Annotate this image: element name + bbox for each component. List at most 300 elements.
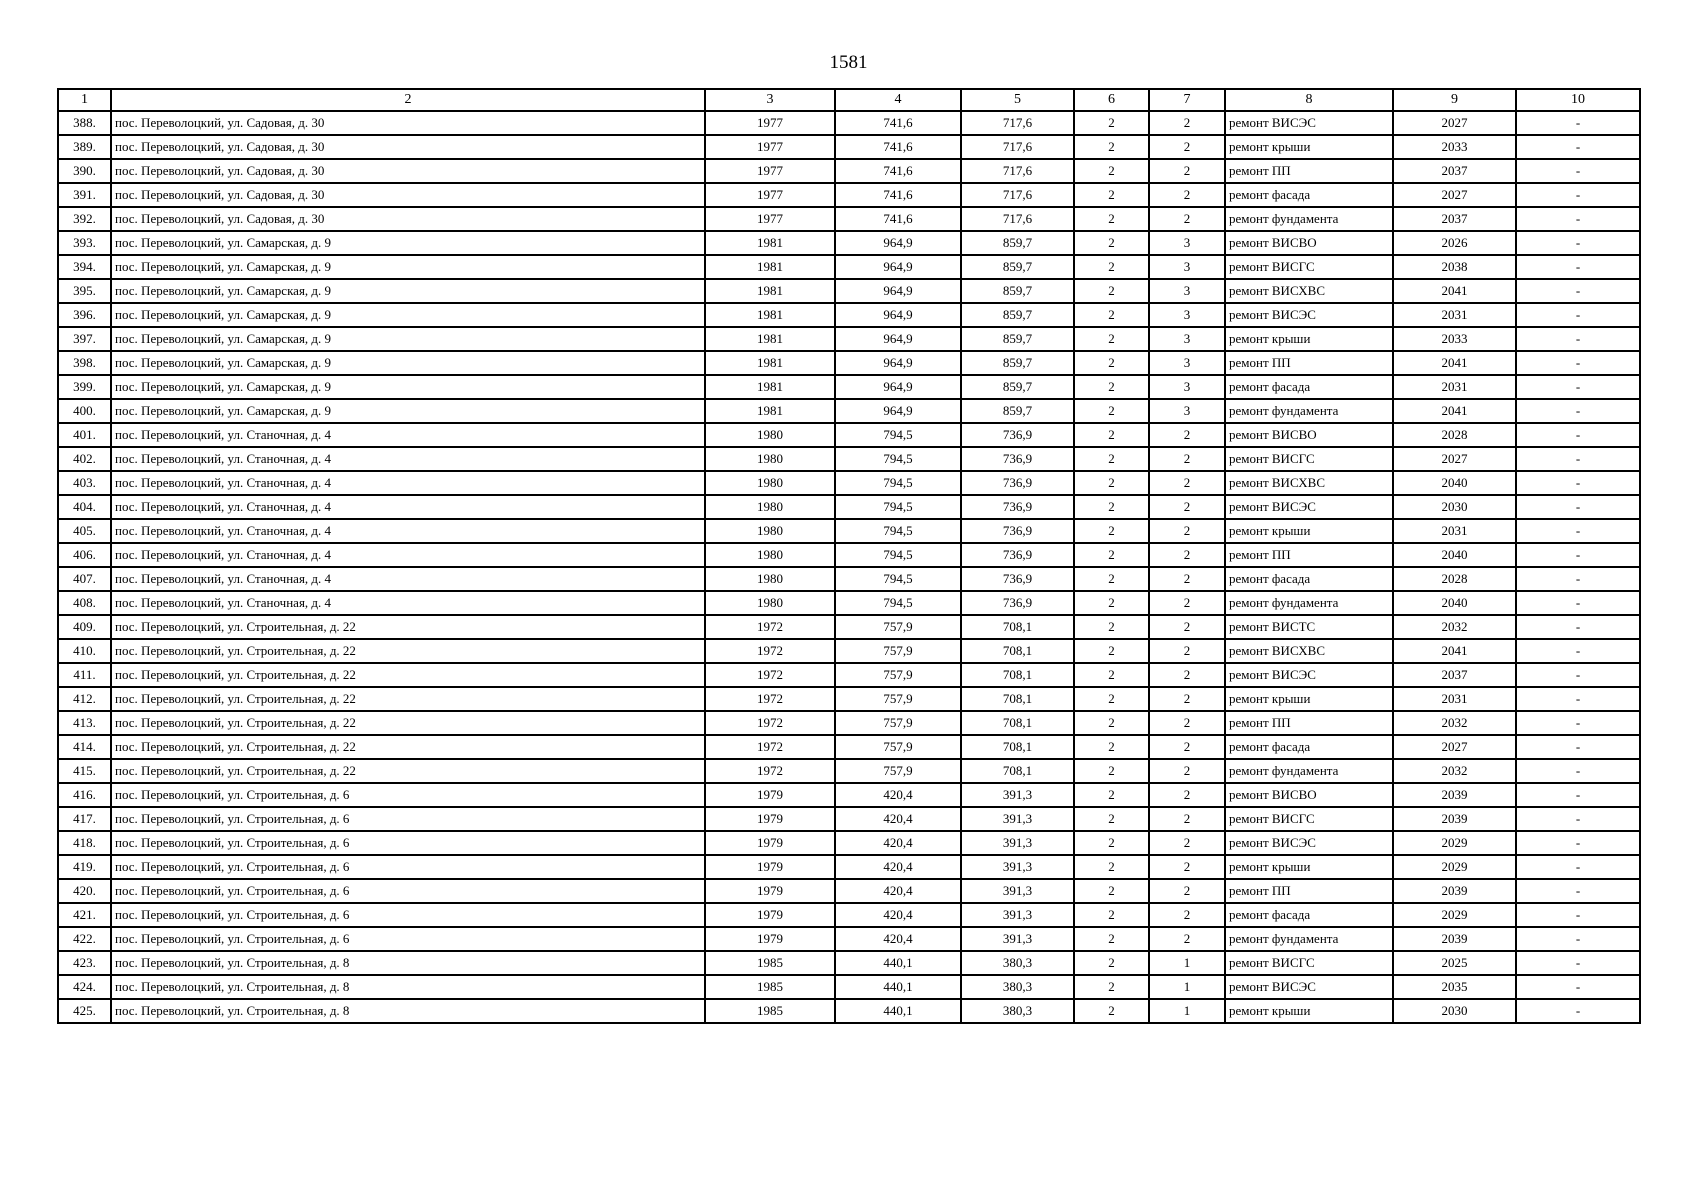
cell-work-type: ремонт ВИСГС <box>1225 255 1393 279</box>
column-header-10: 10 <box>1516 89 1640 111</box>
cell-note: - <box>1516 447 1640 471</box>
table-row <box>58 519 1640 543</box>
cell-address: пос. Переволоцкий, ул. Станочная, д. 4 <box>111 447 705 471</box>
cell-planned-year: 2032 <box>1393 615 1516 639</box>
cell-living-area: 391,3 <box>961 807 1074 831</box>
cell-note: - <box>1516 591 1640 615</box>
cell-living-area: 859,7 <box>961 255 1074 279</box>
cell-floors: 2 <box>1149 807 1225 831</box>
cell-living-area: 717,6 <box>961 111 1074 135</box>
cell-total-area: 964,9 <box>835 231 961 255</box>
register-table <box>57 88 1641 1024</box>
table-header-row <box>58 89 1640 111</box>
cell-living-area: 736,9 <box>961 543 1074 567</box>
cell-row-number: 401. <box>58 423 111 447</box>
cell-address: пос. Переволоцкий, ул. Строительная, д. 22 <box>111 615 705 639</box>
cell-row-number: 399. <box>58 375 111 399</box>
cell-row-number: 408. <box>58 591 111 615</box>
cell-planned-year: 2037 <box>1393 159 1516 183</box>
cell-note: - <box>1516 375 1640 399</box>
cell-floors: 3 <box>1149 279 1225 303</box>
cell-entrances: 2 <box>1074 519 1149 543</box>
cell-address: пос. Переволоцкий, ул. Строительная, д. 6 <box>111 927 705 951</box>
cell-year-built: 1981 <box>705 351 835 375</box>
cell-living-area: 736,9 <box>961 495 1074 519</box>
cell-total-area: 757,9 <box>835 615 961 639</box>
cell-year-built: 1981 <box>705 399 835 423</box>
table-row <box>58 879 1640 903</box>
cell-address: пос. Переволоцкий, ул. Садовая, д. 30 <box>111 207 705 231</box>
table-row <box>58 279 1640 303</box>
cell-entrances: 2 <box>1074 951 1149 975</box>
cell-year-built: 1980 <box>705 519 835 543</box>
cell-total-area: 794,5 <box>835 495 961 519</box>
cell-planned-year: 2032 <box>1393 759 1516 783</box>
cell-floors: 2 <box>1149 903 1225 927</box>
cell-entrances: 2 <box>1074 927 1149 951</box>
cell-floors: 2 <box>1149 687 1225 711</box>
table-row <box>58 159 1640 183</box>
cell-address: пос. Переволоцкий, ул. Самарская, д. 9 <box>111 303 705 327</box>
cell-entrances: 2 <box>1074 783 1149 807</box>
cell-living-area: 736,9 <box>961 591 1074 615</box>
cell-total-area: 757,9 <box>835 663 961 687</box>
cell-floors: 1 <box>1149 951 1225 975</box>
cell-floors: 3 <box>1149 351 1225 375</box>
cell-note: - <box>1516 855 1640 879</box>
cell-living-area: 717,6 <box>961 207 1074 231</box>
cell-work-type: ремонт крыши <box>1225 327 1393 351</box>
table-row <box>58 615 1640 639</box>
cell-entrances: 2 <box>1074 495 1149 519</box>
table-row <box>58 423 1640 447</box>
cell-floors: 2 <box>1149 855 1225 879</box>
cell-entrances: 2 <box>1074 687 1149 711</box>
cell-address: пос. Переволоцкий, ул. Станочная, д. 4 <box>111 567 705 591</box>
cell-total-area: 964,9 <box>835 255 961 279</box>
cell-work-type: ремонт фасада <box>1225 183 1393 207</box>
cell-row-number: 425. <box>58 999 111 1023</box>
cell-planned-year: 2040 <box>1393 591 1516 615</box>
cell-year-built: 1980 <box>705 423 835 447</box>
cell-floors: 2 <box>1149 759 1225 783</box>
cell-note: - <box>1516 303 1640 327</box>
table-row <box>58 495 1640 519</box>
cell-entrances: 2 <box>1074 183 1149 207</box>
cell-planned-year: 2028 <box>1393 567 1516 591</box>
cell-row-number: 419. <box>58 855 111 879</box>
cell-living-area: 391,3 <box>961 831 1074 855</box>
cell-row-number: 402. <box>58 447 111 471</box>
cell-living-area: 717,6 <box>961 183 1074 207</box>
cell-work-type: ремонт ВИСГС <box>1225 951 1393 975</box>
cell-floors: 3 <box>1149 327 1225 351</box>
cell-address: пос. Переволоцкий, ул. Строительная, д. 22 <box>111 711 705 735</box>
cell-total-area: 440,1 <box>835 975 961 999</box>
cell-floors: 2 <box>1149 639 1225 663</box>
cell-entrances: 2 <box>1074 807 1149 831</box>
cell-total-area: 964,9 <box>835 351 961 375</box>
cell-note: - <box>1516 399 1640 423</box>
cell-address: пос. Переволоцкий, ул. Станочная, д. 4 <box>111 423 705 447</box>
table-row <box>58 183 1640 207</box>
cell-row-number: 424. <box>58 975 111 999</box>
table-row <box>58 567 1640 591</box>
cell-floors: 2 <box>1149 183 1225 207</box>
cell-entrances: 2 <box>1074 903 1149 927</box>
cell-living-area: 859,7 <box>961 375 1074 399</box>
cell-floors: 3 <box>1149 231 1225 255</box>
cell-entrances: 2 <box>1074 135 1149 159</box>
cell-note: - <box>1516 639 1640 663</box>
cell-total-area: 741,6 <box>835 183 961 207</box>
cell-address: пос. Переволоцкий, ул. Станочная, д. 4 <box>111 543 705 567</box>
cell-address: пос. Переволоцкий, ул. Самарская, д. 9 <box>111 327 705 351</box>
cell-year-built: 1972 <box>705 711 835 735</box>
cell-note: - <box>1516 615 1640 639</box>
cell-planned-year: 2033 <box>1393 327 1516 351</box>
cell-note: - <box>1516 783 1640 807</box>
cell-address: пос. Переволоцкий, ул. Строительная, д. 6 <box>111 831 705 855</box>
cell-year-built: 1972 <box>705 639 835 663</box>
cell-entrances: 2 <box>1074 399 1149 423</box>
cell-living-area: 391,3 <box>961 783 1074 807</box>
cell-work-type: ремонт ПП <box>1225 879 1393 903</box>
cell-work-type: ремонт ВИСХВС <box>1225 639 1393 663</box>
cell-note: - <box>1516 927 1640 951</box>
cell-year-built: 1979 <box>705 807 835 831</box>
cell-note: - <box>1516 543 1640 567</box>
cell-year-built: 1981 <box>705 303 835 327</box>
cell-total-area: 964,9 <box>835 279 961 303</box>
cell-planned-year: 2037 <box>1393 663 1516 687</box>
cell-address: пос. Переволоцкий, ул. Станочная, д. 4 <box>111 471 705 495</box>
cell-floors: 2 <box>1149 711 1225 735</box>
table-row <box>58 207 1640 231</box>
cell-living-area: 708,1 <box>961 759 1074 783</box>
cell-entrances: 2 <box>1074 207 1149 231</box>
cell-note: - <box>1516 231 1640 255</box>
cell-address: пос. Переволоцкий, ул. Строительная, д. 8 <box>111 975 705 999</box>
cell-row-number: 411. <box>58 663 111 687</box>
cell-total-area: 741,6 <box>835 207 961 231</box>
cell-floors: 1 <box>1149 975 1225 999</box>
cell-total-area: 757,9 <box>835 711 961 735</box>
cell-living-area: 717,6 <box>961 159 1074 183</box>
cell-floors: 2 <box>1149 663 1225 687</box>
column-header-1: 1 <box>58 89 111 111</box>
cell-note: - <box>1516 207 1640 231</box>
cell-living-area: 708,1 <box>961 711 1074 735</box>
cell-total-area: 741,6 <box>835 159 961 183</box>
cell-entrances: 2 <box>1074 663 1149 687</box>
cell-work-type: ремонт ВИСЭС <box>1225 495 1393 519</box>
cell-entrances: 2 <box>1074 111 1149 135</box>
table-row <box>58 711 1640 735</box>
cell-address: пос. Переволоцкий, ул. Самарская, д. 9 <box>111 231 705 255</box>
cell-floors: 2 <box>1149 567 1225 591</box>
cell-floors: 1 <box>1149 999 1225 1023</box>
cell-address: пос. Переволоцкий, ул. Строительная, д. 22 <box>111 759 705 783</box>
cell-entrances: 2 <box>1074 423 1149 447</box>
cell-address: пос. Переволоцкий, ул. Садовая, д. 30 <box>111 159 705 183</box>
table-row <box>58 303 1640 327</box>
cell-address: пос. Переволоцкий, ул. Строительная, д. 8 <box>111 999 705 1023</box>
cell-floors: 2 <box>1149 591 1225 615</box>
cell-row-number: 389. <box>58 135 111 159</box>
cell-total-area: 741,6 <box>835 135 961 159</box>
cell-entrances: 2 <box>1074 255 1149 279</box>
cell-total-area: 964,9 <box>835 327 961 351</box>
cell-note: - <box>1516 519 1640 543</box>
cell-work-type: ремонт фасада <box>1225 567 1393 591</box>
cell-note: - <box>1516 135 1640 159</box>
cell-year-built: 1977 <box>705 183 835 207</box>
table-row <box>58 975 1640 999</box>
cell-total-area: 741,6 <box>835 111 961 135</box>
cell-year-built: 1979 <box>705 783 835 807</box>
column-header-8: 8 <box>1225 89 1393 111</box>
table-row <box>58 999 1640 1023</box>
cell-note: - <box>1516 759 1640 783</box>
cell-work-type: ремонт крыши <box>1225 687 1393 711</box>
cell-work-type: ремонт фундамента <box>1225 759 1393 783</box>
table-row <box>58 855 1640 879</box>
cell-living-area: 380,3 <box>961 951 1074 975</box>
cell-row-number: 392. <box>58 207 111 231</box>
table-row <box>58 135 1640 159</box>
cell-entrances: 2 <box>1074 543 1149 567</box>
cell-living-area: 708,1 <box>961 735 1074 759</box>
cell-floors: 3 <box>1149 399 1225 423</box>
cell-floors: 2 <box>1149 783 1225 807</box>
cell-living-area: 736,9 <box>961 423 1074 447</box>
cell-living-area: 380,3 <box>961 975 1074 999</box>
cell-note: - <box>1516 351 1640 375</box>
cell-total-area: 794,5 <box>835 471 961 495</box>
cell-address: пос. Переволоцкий, ул. Садовая, д. 30 <box>111 111 705 135</box>
cell-note: - <box>1516 999 1640 1023</box>
cell-note: - <box>1516 687 1640 711</box>
cell-row-number: 395. <box>58 279 111 303</box>
cell-row-number: 417. <box>58 807 111 831</box>
cell-row-number: 396. <box>58 303 111 327</box>
column-header-5: 5 <box>961 89 1074 111</box>
cell-floors: 2 <box>1149 447 1225 471</box>
cell-work-type: ремонт фундамента <box>1225 399 1393 423</box>
cell-total-area: 794,5 <box>835 567 961 591</box>
cell-row-number: 418. <box>58 831 111 855</box>
cell-total-area: 964,9 <box>835 375 961 399</box>
cell-floors: 2 <box>1149 207 1225 231</box>
cell-address: пос. Переволоцкий, ул. Строительная, д. 6 <box>111 807 705 831</box>
cell-work-type: ремонт ПП <box>1225 543 1393 567</box>
cell-address: пос. Переволоцкий, ул. Станочная, д. 4 <box>111 495 705 519</box>
cell-entrances: 2 <box>1074 303 1149 327</box>
table-row <box>58 807 1640 831</box>
cell-year-built: 1977 <box>705 111 835 135</box>
cell-total-area: 420,4 <box>835 831 961 855</box>
cell-note: - <box>1516 159 1640 183</box>
cell-note: - <box>1516 327 1640 351</box>
cell-row-number: 416. <box>58 783 111 807</box>
cell-note: - <box>1516 423 1640 447</box>
cell-year-built: 1977 <box>705 207 835 231</box>
cell-living-area: 391,3 <box>961 879 1074 903</box>
table-row <box>58 327 1640 351</box>
cell-entrances: 2 <box>1074 975 1149 999</box>
cell-work-type: ремонт ПП <box>1225 351 1393 375</box>
cell-row-number: 390. <box>58 159 111 183</box>
cell-living-area: 708,1 <box>961 615 1074 639</box>
cell-address: пос. Переволоцкий, ул. Самарская, д. 9 <box>111 375 705 399</box>
table-row <box>58 735 1640 759</box>
cell-address: пос. Переволоцкий, ул. Строительная, д. 6 <box>111 783 705 807</box>
cell-work-type: ремонт фундамента <box>1225 591 1393 615</box>
cell-row-number: 422. <box>58 927 111 951</box>
cell-work-type: ремонт ВИСХВС <box>1225 279 1393 303</box>
cell-year-built: 1981 <box>705 327 835 351</box>
cell-total-area: 794,5 <box>835 519 961 543</box>
cell-planned-year: 2035 <box>1393 975 1516 999</box>
cell-address: пос. Переволоцкий, ул. Станочная, д. 4 <box>111 591 705 615</box>
cell-work-type: ремонт ВИСЭС <box>1225 831 1393 855</box>
cell-entrances: 2 <box>1074 447 1149 471</box>
cell-floors: 3 <box>1149 255 1225 279</box>
cell-row-number: 420. <box>58 879 111 903</box>
cell-planned-year: 2040 <box>1393 543 1516 567</box>
cell-note: - <box>1516 903 1640 927</box>
cell-floors: 2 <box>1149 879 1225 903</box>
cell-planned-year: 2032 <box>1393 711 1516 735</box>
cell-entrances: 2 <box>1074 615 1149 639</box>
cell-row-number: 412. <box>58 687 111 711</box>
table-row <box>58 591 1640 615</box>
cell-entrances: 2 <box>1074 591 1149 615</box>
cell-work-type: ремонт фасада <box>1225 735 1393 759</box>
cell-planned-year: 2041 <box>1393 279 1516 303</box>
cell-floors: 2 <box>1149 735 1225 759</box>
cell-living-area: 859,7 <box>961 327 1074 351</box>
cell-note: - <box>1516 471 1640 495</box>
cell-planned-year: 2039 <box>1393 807 1516 831</box>
cell-year-built: 1972 <box>705 687 835 711</box>
cell-year-built: 1985 <box>705 975 835 999</box>
cell-work-type: ремонт ВИСЭС <box>1225 303 1393 327</box>
cell-total-area: 420,4 <box>835 879 961 903</box>
cell-living-area: 717,6 <box>961 135 1074 159</box>
cell-year-built: 1981 <box>705 255 835 279</box>
cell-planned-year: 2026 <box>1393 231 1516 255</box>
cell-work-type: ремонт фасада <box>1225 375 1393 399</box>
cell-year-built: 1972 <box>705 735 835 759</box>
cell-entrances: 2 <box>1074 999 1149 1023</box>
cell-note: - <box>1516 567 1640 591</box>
table-row <box>58 639 1640 663</box>
cell-entrances: 2 <box>1074 231 1149 255</box>
cell-row-number: 388. <box>58 111 111 135</box>
cell-year-built: 1979 <box>705 927 835 951</box>
cell-note: - <box>1516 879 1640 903</box>
cell-total-area: 420,4 <box>835 927 961 951</box>
cell-living-area: 708,1 <box>961 639 1074 663</box>
cell-year-built: 1981 <box>705 375 835 399</box>
cell-floors: 2 <box>1149 495 1225 519</box>
cell-planned-year: 2041 <box>1393 351 1516 375</box>
cell-address: пос. Переволоцкий, ул. Строительная, д. 22 <box>111 639 705 663</box>
cell-row-number: 415. <box>58 759 111 783</box>
cell-entrances: 2 <box>1074 471 1149 495</box>
cell-address: пос. Переволоцкий, ул. Станочная, д. 4 <box>111 519 705 543</box>
cell-year-built: 1979 <box>705 879 835 903</box>
cell-year-built: 1980 <box>705 567 835 591</box>
cell-work-type: ремонт крыши <box>1225 519 1393 543</box>
cell-work-type: ремонт крыши <box>1225 999 1393 1023</box>
cell-entrances: 2 <box>1074 711 1149 735</box>
cell-address: пос. Переволоцкий, ул. Строительная, д. 22 <box>111 663 705 687</box>
cell-living-area: 380,3 <box>961 999 1074 1023</box>
cell-total-area: 420,4 <box>835 807 961 831</box>
cell-work-type: ремонт фундамента <box>1225 207 1393 231</box>
cell-planned-year: 2029 <box>1393 831 1516 855</box>
cell-note: - <box>1516 807 1640 831</box>
cell-planned-year: 2040 <box>1393 471 1516 495</box>
cell-planned-year: 2027 <box>1393 183 1516 207</box>
cell-entrances: 2 <box>1074 759 1149 783</box>
table-row <box>58 687 1640 711</box>
cell-year-built: 1980 <box>705 471 835 495</box>
cell-address: пос. Переволоцкий, ул. Строительная, д. 22 <box>111 687 705 711</box>
cell-row-number: 403. <box>58 471 111 495</box>
cell-living-area: 736,9 <box>961 567 1074 591</box>
cell-year-built: 1981 <box>705 231 835 255</box>
cell-row-number: 391. <box>58 183 111 207</box>
cell-address: пос. Переволоцкий, ул. Самарская, д. 9 <box>111 351 705 375</box>
cell-total-area: 440,1 <box>835 951 961 975</box>
cell-planned-year: 2029 <box>1393 903 1516 927</box>
cell-planned-year: 2038 <box>1393 255 1516 279</box>
cell-work-type: ремонт крыши <box>1225 135 1393 159</box>
cell-planned-year: 2027 <box>1393 111 1516 135</box>
table-row <box>58 831 1640 855</box>
cell-entrances: 2 <box>1074 735 1149 759</box>
cell-note: - <box>1516 663 1640 687</box>
column-header-9: 9 <box>1393 89 1516 111</box>
cell-floors: 2 <box>1149 135 1225 159</box>
cell-floors: 2 <box>1149 423 1225 447</box>
cell-row-number: 407. <box>58 567 111 591</box>
cell-planned-year: 2039 <box>1393 783 1516 807</box>
cell-year-built: 1980 <box>705 543 835 567</box>
cell-entrances: 2 <box>1074 327 1149 351</box>
cell-year-built: 1972 <box>705 663 835 687</box>
cell-living-area: 708,1 <box>961 687 1074 711</box>
cell-entrances: 2 <box>1074 279 1149 303</box>
cell-work-type: ремонт ВИСГС <box>1225 447 1393 471</box>
cell-total-area: 964,9 <box>835 303 961 327</box>
cell-row-number: 421. <box>58 903 111 927</box>
cell-work-type: ремонт ВИСВО <box>1225 231 1393 255</box>
cell-total-area: 794,5 <box>835 591 961 615</box>
cell-living-area: 859,7 <box>961 399 1074 423</box>
cell-work-type: ремонт ВИСТС <box>1225 615 1393 639</box>
cell-note: - <box>1516 279 1640 303</box>
cell-planned-year: 2033 <box>1393 135 1516 159</box>
cell-planned-year: 2031 <box>1393 303 1516 327</box>
table-row <box>58 351 1640 375</box>
cell-total-area: 420,4 <box>835 903 961 927</box>
cell-total-area: 440,1 <box>835 999 961 1023</box>
